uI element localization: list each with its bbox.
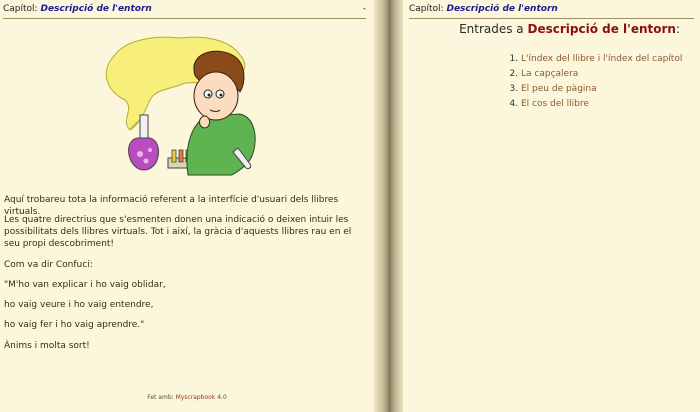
right-header-chapter: Descripció de l'entorn <box>446 4 558 14</box>
entries-title <box>403 22 680 36</box>
paragraph-intro: Aquí trobareu tota la informació referent a la interfície d'usuari dels llibres virtuals. <box>4 195 339 217</box>
entries-prefix: Entrades a <box>459 22 524 36</box>
book-spine <box>374 0 403 412</box>
list-item <box>521 52 682 67</box>
flask-bubble <box>137 151 143 157</box>
list-item <box>521 67 682 82</box>
entry-link-body[interactable]: El cos del llibre <box>521 99 589 109</box>
flask-bubble <box>148 148 152 152</box>
quote-line-1: "M'ho van explicar i ho vaig oblidar, <box>4 280 166 290</box>
footer-link[interactable]: Myscrapbook 4.0 <box>175 394 227 401</box>
left-header-dash: - <box>362 4 366 14</box>
entry-link-header[interactable]: La capçalera <box>521 69 579 79</box>
list-item <box>521 97 682 112</box>
quote-line-3: ho vaig fer i ho vaig aprendre." <box>4 320 145 330</box>
entries-list <box>505 52 682 112</box>
entries-suffix: : <box>675 22 680 36</box>
footer-prefix: Fet amb: <box>147 394 174 401</box>
quote-line-2: ho vaig veure i ho vaig entendre, <box>4 300 154 310</box>
flask-body <box>129 138 159 170</box>
right-page <box>403 0 700 412</box>
left-header-chapter: Descripció de l'entorn <box>40 4 152 14</box>
paragraph-directrius: Les quatre directrius que s'esmenten donen una indicació o deixen intuir les possibilitats dels llibres virtuals. Tot i així, la gràcia d'aquests llibres rau en el seu propi descobriment! <box>4 215 352 249</box>
scientist-hand <box>200 116 210 128</box>
list-item <box>521 82 682 97</box>
entry-link-footer[interactable]: El peu de pàgina <box>521 84 597 94</box>
paragraph-closing: Ànims i molta sort! <box>4 341 90 351</box>
paragraph-confuci: Com va dir Confuci: <box>4 260 93 270</box>
right-header <box>409 0 694 19</box>
left-header <box>3 0 366 19</box>
entries-chapter: Descripció de l'entorn <box>527 22 676 36</box>
flask-bubble <box>144 159 149 164</box>
entry-link-index[interactable]: L'índex del llibre i l'índex del capítol <box>521 54 683 64</box>
right-header-label: Capítol: <box>409 4 444 14</box>
footer <box>0 394 374 401</box>
left-header-label: Capítol: <box>3 4 38 14</box>
scientist-illustration <box>100 30 265 180</box>
flask-neck <box>140 115 148 140</box>
